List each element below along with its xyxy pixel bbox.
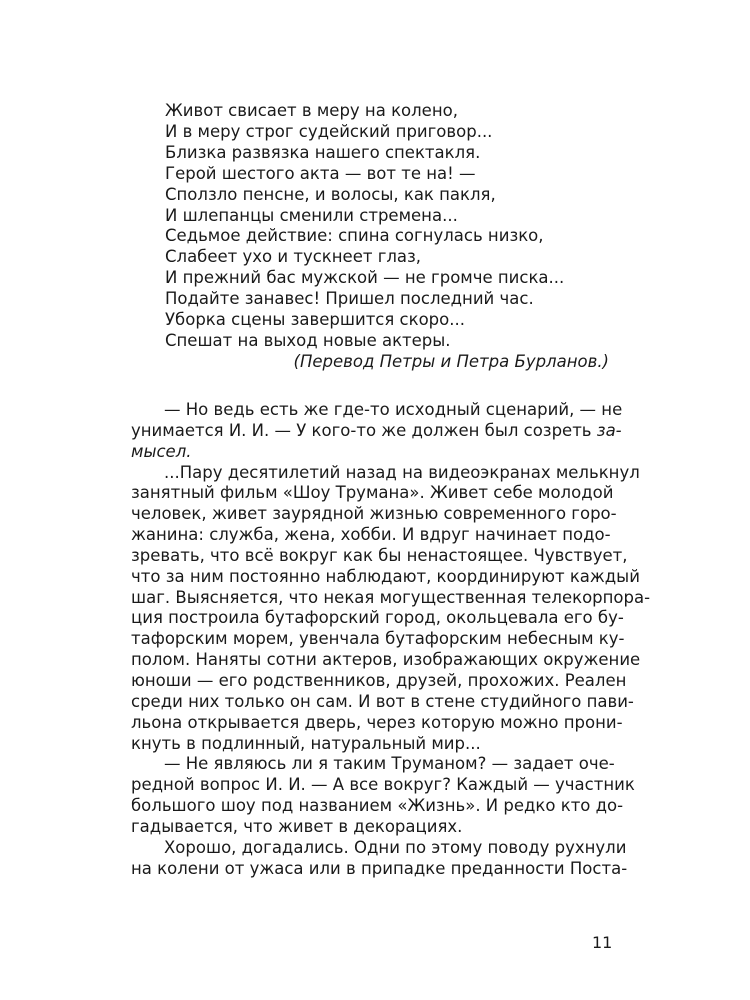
prose-line: среди них только он сам. И вот в стене студийного пави- (131, 691, 634, 711)
prose-line: юноши — его родственников, друзей, прохожих. Реален (131, 670, 627, 690)
prose-line: — Не являюсь ли я таким Труманом? — задает оче- (164, 754, 615, 774)
italic-word: мысел. (131, 441, 192, 461)
poem-block (165, 101, 625, 373)
prose-line: ция построила бутафорский город, окольцевала его бу- (131, 608, 624, 628)
prose-line: тафорским морем, увенчала бутафорским небесным ку- (131, 629, 625, 649)
poem-line: Герой шестого акта — вот те на! — (165, 163, 476, 183)
prose-line: кнуть в подлинный, натуральный мир... (131, 733, 481, 753)
poem-line: Сползло пенсне, и волосы, как пакля, (165, 184, 496, 204)
prose-line: льона открывается дверь, через которую можно прони- (131, 712, 623, 732)
poem-line: Близка развязка нашего спектакля. (165, 142, 481, 162)
prose-block (131, 400, 651, 879)
prose-line: шаг. Выясняется, что некая могущественная телекорпора- (131, 587, 651, 607)
prose-line (131, 442, 609, 463)
prose-line: редной вопрос И. И. — А все вокруг? Каждый — участник (131, 775, 635, 795)
poem-line: Подайте занавес! Пришел последний час. (165, 289, 534, 309)
prose-line-text: унимается И. И. — У кого-то же должен был созреть (131, 420, 592, 440)
prose-line: человек, живет заурядной жизнью современного горо- (131, 504, 617, 524)
poem-line: Слабеет ухо и тускнеет глаз, (165, 247, 422, 267)
poem-line: И шлепанцы сменили стремена... (165, 205, 458, 225)
prose-line (131, 420, 622, 442)
poem-line: И в меру строг судейский приговор... (165, 121, 493, 141)
prose-line: Хорошо, догадались. Одни по этому поводу рухнули (164, 837, 627, 857)
prose-line: — Но ведь есть же где-то исходный сценарий, — не (164, 400, 623, 419)
poem-line: Живот свисает в меру на колено, (165, 101, 458, 120)
prose-line: занятный фильм «Шоу Трумана». Живет себе молодой (131, 483, 614, 503)
poem-attribution: (Перевод Петры и Петра Бурланов.) (293, 351, 609, 371)
prose-line: на колени от ужаса или в припадке преданности Поста- (131, 858, 628, 878)
page-number: 11 (592, 933, 613, 952)
prose-line: полом. Наняты сотни актеров, изображающих окружение (131, 650, 641, 670)
poem-line: Седьмое действие: спина согнулась низко, (165, 226, 544, 246)
prose-line: гадывается, что живет в декорациях. (131, 816, 463, 836)
poem-line: Спешат на выход новые актеры. (165, 330, 451, 350)
poem-line: Уборка сцены завершится скоро... (165, 310, 465, 330)
italic-word: за- (596, 420, 622, 440)
prose-line: большого шоу под названием «Жизнь». И редко кто до- (131, 796, 624, 816)
prose-line: ...Пару десятилетий назад на видеоэкранах мелькнул (164, 462, 640, 482)
poem-line: И прежний бас мужской — не громче писка... (165, 268, 565, 288)
prose-line: что за ним постоянно наблюдают, координируют каждый (131, 566, 640, 586)
prose-line: жанина: служба, жена, хобби. И вдруг начинает подо- (131, 525, 611, 545)
prose-line: зревать, что всё вокруг как бы ненастоящее. Чувствует, (131, 545, 628, 565)
